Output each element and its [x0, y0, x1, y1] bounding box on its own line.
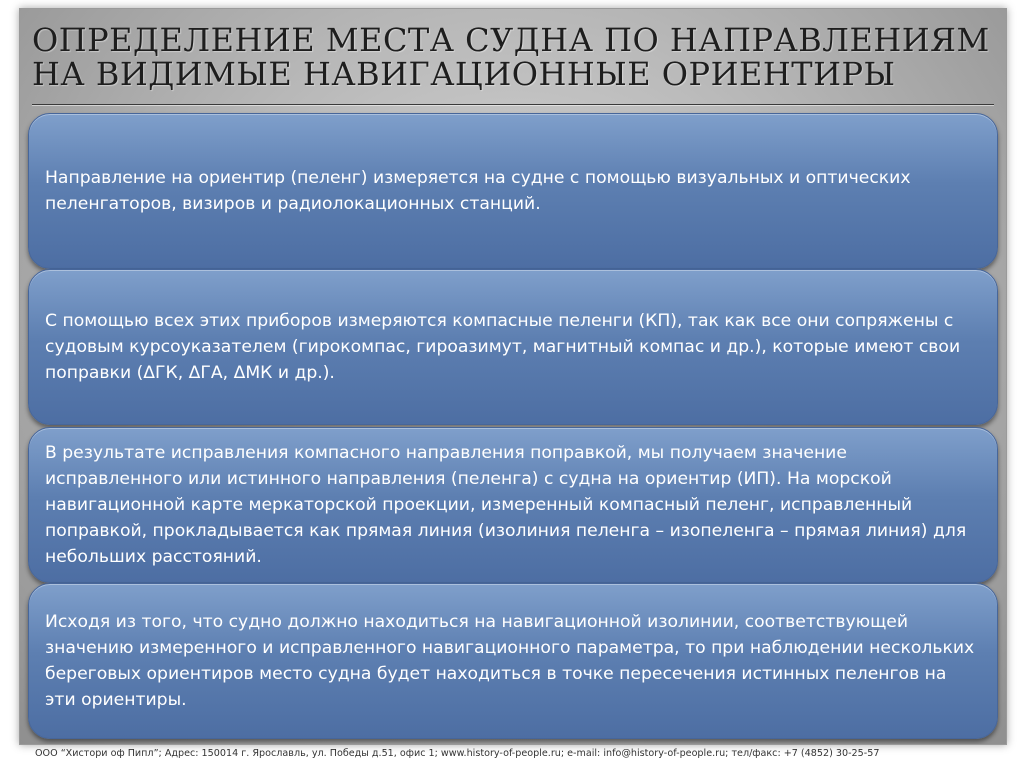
title-underline [32, 104, 994, 105]
content-block-text: Исходя из того, что судно должно находиться на навигационной изолинии, соответствующей значению измеренного и исправленного навигационного параметра, то при наблюдении нескольких береговых ориентиров место судна будет находиться в точке пересечения истинных пеленгов на эти ориентиры. [45, 612, 975, 710]
slide [19, 8, 1007, 745]
content-block-compass-bearings [28, 269, 998, 425]
content-block-text: С помощью всех этих приборов измеряются компасные пеленги (КП), так как все они сопряжены с судовым курсоуказателем (гирокомпас, гироазимут, магнитный компас и др.), которые имеют свои поправки (ΔГК, ΔГА, ΔМК и др.). [45, 311, 961, 383]
content-block-text: Направление на ориентир (пеленг) измеряется на судне с помощью визуальных и оптических пеленгаторов, визиров и радиолокационных станций. [45, 168, 911, 214]
footer-contact-info: ООО “Хистори оф Пипл”; Адрес: 150014 г. Ярославль, ул. Победы д.51, офис 1; www.history-of-people.ru; e-mail: info@history-of-people.ru; тел/факс: +7 (4852) 30-25-57 [35, 748, 880, 759]
content-block-true-bearing [28, 427, 998, 583]
content-block-position-fix [28, 583, 998, 739]
content-block-bearing-measurement [28, 113, 998, 269]
slide-title: ОПРЕДЕЛЕНИЕ МЕСТА СУДНА ПО НАПРАВЛЕНИЯМ НА ВИДИМЫЕ НАВИГАЦИОННЫЕ ОРИЕНТИРЫ [32, 21, 990, 93]
content-block-text: В результате исправления компасного направления поправкой, мы получаем значение исправленного или истинного направления (пеленга) с судна на ориентир (ИП). На морской навигационной карте меркаторской проекции, измеренный компасный пеленг, исправленный поправкой, прокладывается как прямая линия (изолиния пеленга – изопеленга – прямая линия) для небольших расстояний. [45, 443, 967, 567]
